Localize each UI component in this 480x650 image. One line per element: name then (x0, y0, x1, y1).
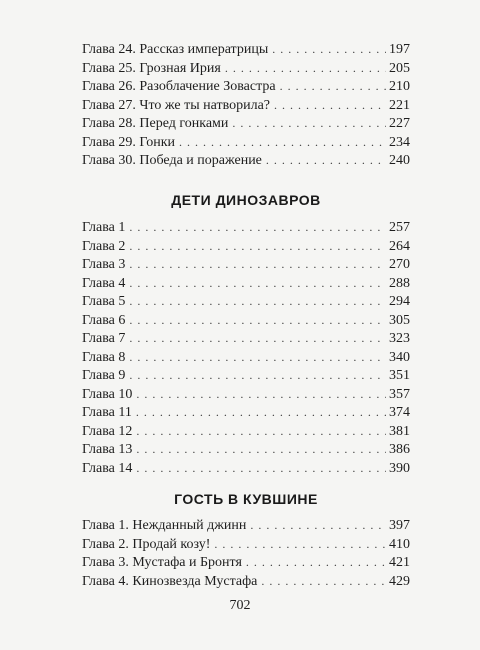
toc-entry-label: Глава 6 (82, 312, 126, 328)
toc-entry-label: Глава 9 (82, 368, 126, 383)
toc-entry-label: Глава 13 (82, 442, 133, 457)
dot-leader (266, 151, 386, 170)
toc-entry (82, 40, 410, 59)
toc-entry-page: 323 (389, 331, 410, 346)
toc-entry (82, 553, 410, 572)
toc-entry-page: 410 (389, 536, 410, 552)
toc-entry-page: 351 (389, 368, 410, 383)
page-number: 702 (229, 598, 251, 613)
toc-entry (82, 348, 410, 367)
toc-entry-label: Глава 3 (82, 257, 126, 272)
toc-entry (82, 422, 410, 441)
toc-entry-page: 421 (389, 555, 410, 570)
toc-entry-page: 294 (389, 294, 410, 309)
toc-entry-label: Глава 7 (82, 331, 126, 346)
toc-entry-page: 340 (389, 349, 410, 365)
section-title: ГОСТЬ В КУВШИНЕ (174, 491, 318, 507)
dot-leader (129, 218, 386, 237)
dot-leader (225, 59, 386, 78)
toc-entry (82, 366, 410, 385)
toc-entry-page: 357 (389, 386, 410, 402)
toc-entry-label: Глава 30. Победа и поражение (82, 153, 262, 168)
toc-entry (82, 151, 410, 170)
toc-entry-label: Глава 3. Мустафа и Бронтя (82, 555, 242, 570)
dot-leader (261, 572, 386, 591)
dot-leader (129, 311, 386, 330)
toc-entry-page: 205 (389, 60, 410, 76)
dot-leader (272, 40, 386, 59)
toc-entry (82, 403, 410, 422)
toc-entry (82, 274, 410, 293)
dot-leader (129, 255, 386, 274)
toc-entry-page: 390 (389, 460, 410, 476)
dot-leader (274, 96, 386, 115)
dot-leader (129, 292, 386, 311)
toc-entry-label: Глава 12 (82, 423, 133, 439)
toc-entry-label: Глава 1. Нежданный джинн (82, 518, 247, 533)
toc-entry-label: Глава 8 (82, 349, 126, 365)
toc-entry (82, 96, 410, 115)
toc-entry (82, 114, 410, 133)
toc-entry (82, 255, 410, 274)
toc-entry-label: Глава 25. Грозная Ирия (82, 60, 221, 76)
toc-entry-page: 374 (389, 405, 410, 420)
dot-leader (129, 237, 386, 256)
toc-entry-page: 227 (389, 116, 410, 131)
toc-entry-page: 381 (389, 423, 410, 439)
toc-entry-label: Глава 1 (82, 220, 126, 235)
toc-entry-page: 257 (389, 220, 410, 235)
toc-entry (82, 535, 410, 554)
toc-entry-page: 288 (389, 275, 410, 291)
toc-entry (82, 516, 410, 535)
toc-entry-label: Глава 27. Что же ты натворила? (82, 97, 271, 113)
toc-entry-page: 221 (389, 97, 410, 113)
toc-entry-page: 234 (389, 134, 410, 150)
toc-entry (82, 311, 410, 330)
toc-entry-label: Глава 28. Перед гонками (82, 116, 229, 131)
toc-entry (82, 572, 410, 591)
toc-entry-label: Глава 5 (82, 294, 126, 309)
toc-entry-page: 264 (389, 238, 410, 254)
toc-entry-label: Глава 10 (82, 386, 133, 402)
dot-leader (136, 403, 386, 422)
dot-leader (136, 385, 386, 404)
toc-entry-page: 240 (389, 153, 410, 168)
toc-entry-label: Глава 26. Разоблачение Зовастра (82, 79, 276, 94)
dot-leader (136, 459, 386, 478)
toc-entry (82, 77, 410, 96)
toc-entry (82, 59, 410, 78)
toc-entry-label: Глава 11 (82, 405, 132, 420)
toc-block-guest (82, 516, 410, 590)
toc-entry-page: 305 (389, 312, 410, 328)
toc-entry-page: 270 (389, 257, 410, 272)
toc-entry (82, 218, 410, 237)
toc-entry-page: 397 (389, 518, 410, 533)
dot-leader (136, 440, 386, 459)
toc-entry (82, 292, 410, 311)
dot-leader (246, 553, 386, 572)
toc-block-dinosaurs (82, 218, 410, 477)
toc-entry-label: Глава 2 (82, 238, 126, 254)
dot-leader (129, 366, 386, 385)
section-title: ДЕТИ ДИНОЗАВРОВ (171, 192, 321, 208)
toc-entry-label: Глава 4. Кинозвезда Мустафа (82, 573, 258, 589)
toc-entry-label: Глава 4 (82, 275, 126, 291)
toc-entry-page: 210 (389, 79, 410, 94)
dot-leader (232, 114, 386, 133)
dot-leader (129, 274, 386, 293)
dot-leader (250, 516, 386, 535)
toc-block-continued (82, 40, 410, 170)
dot-leader (214, 535, 386, 554)
toc-entry-label: Глава 29. Гонки (82, 134, 176, 150)
toc-entry-label: Глава 14 (82, 460, 133, 476)
toc-entry (82, 385, 410, 404)
toc-entry-page: 429 (389, 573, 410, 589)
toc-entry-page: 386 (389, 442, 410, 457)
toc-entry-page: 197 (389, 42, 410, 57)
dot-leader (129, 348, 386, 367)
toc-entry (82, 459, 410, 478)
dot-leader (129, 329, 386, 348)
dot-leader (136, 422, 386, 441)
dot-leader (179, 133, 386, 152)
dot-leader (280, 77, 386, 96)
toc-entry (82, 440, 410, 459)
toc-entry (82, 133, 410, 152)
toc-entry (82, 329, 410, 348)
toc-entry (82, 237, 410, 256)
toc-entry-label: Глава 24. Рассказ императрицы (82, 42, 269, 57)
toc-entry-label: Глава 2. Продай козу! (82, 536, 211, 552)
